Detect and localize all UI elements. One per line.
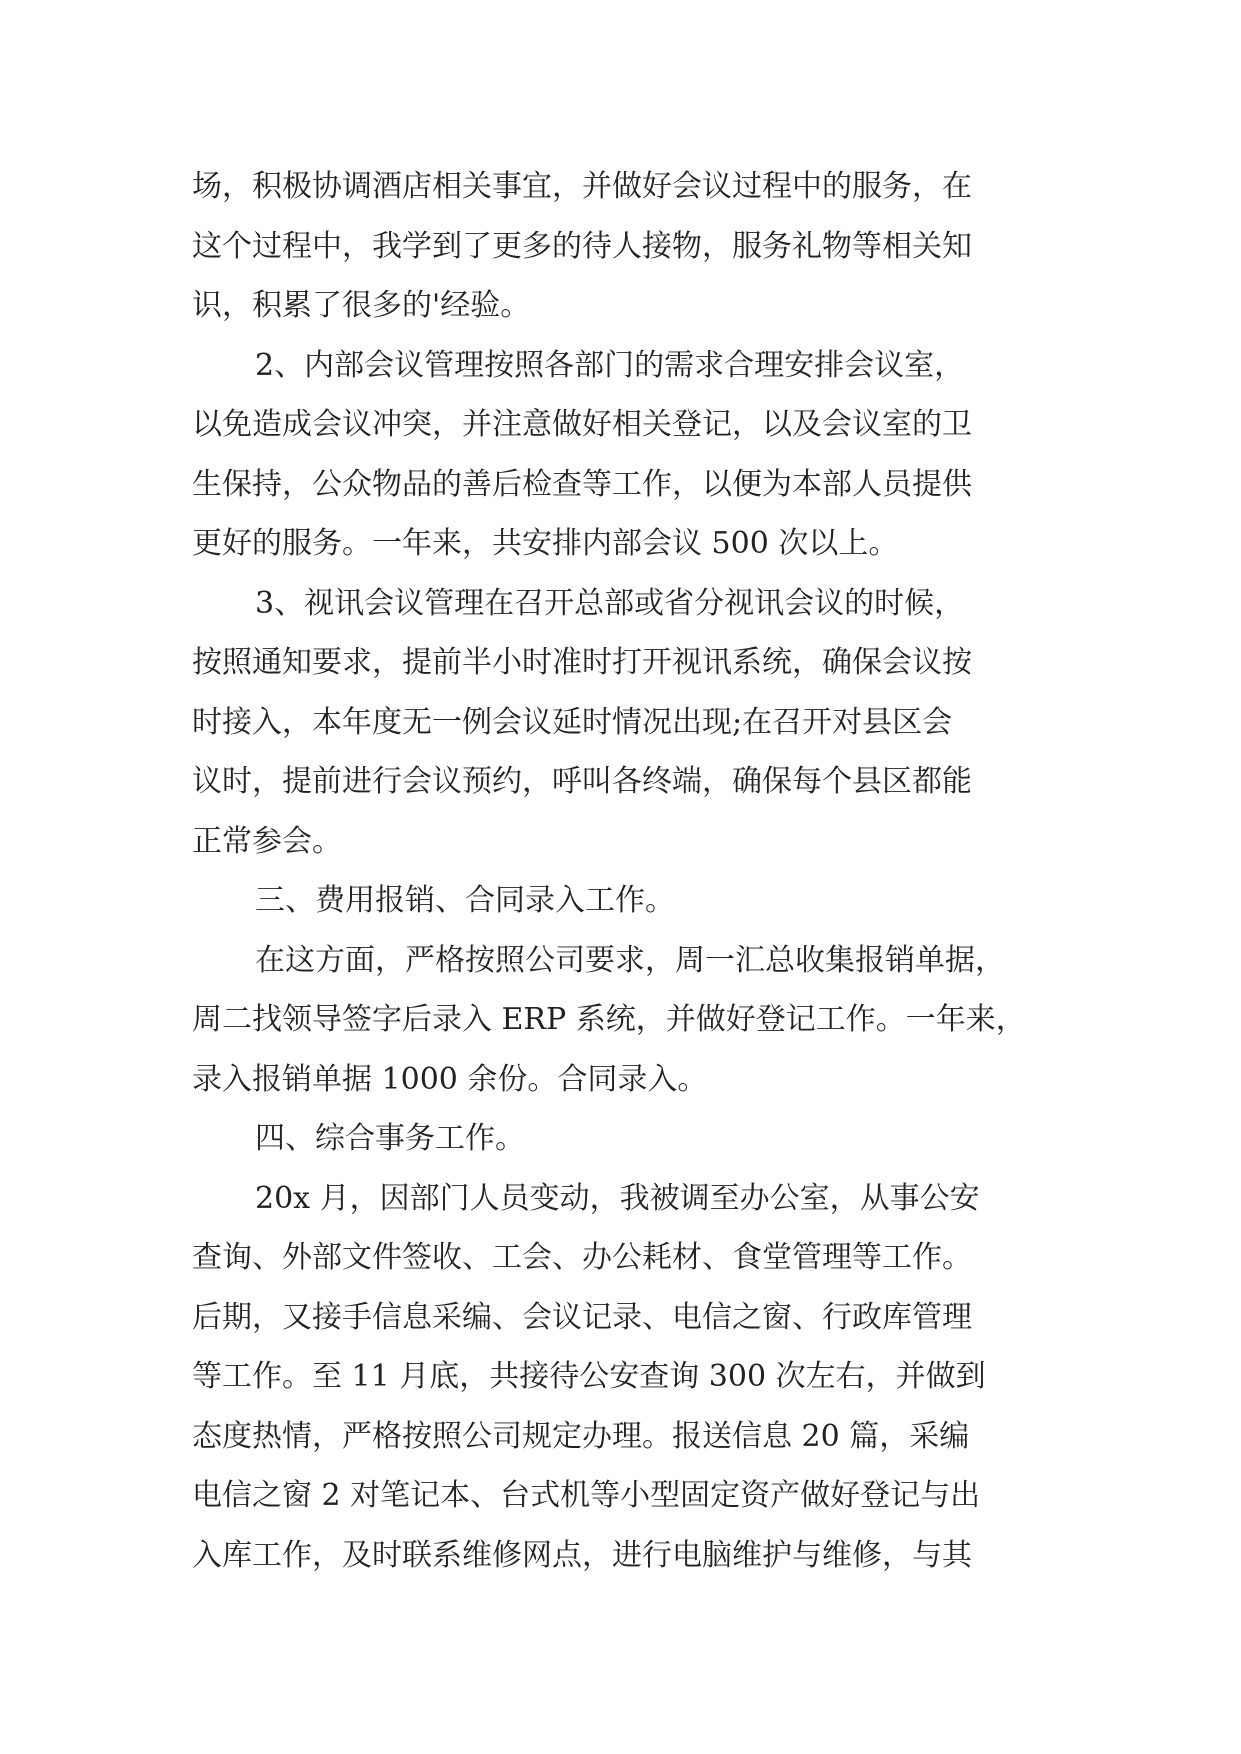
text-line: 查询、外部文件签收、工会、办公耗材、食堂管理等工作。 — [192, 1240, 972, 1275]
section-heading: 三、费用报销、合同录入工作。 — [255, 883, 675, 918]
text-line: 在这方面，严格按照公司要求，周一汇总收集报销单据， — [255, 942, 1005, 978]
text-line: 正常参会。 — [192, 823, 342, 859]
text-line: 按照通知要求，提前半小时准时打开视讯系统，确保会议按 — [192, 645, 972, 680]
text-line: 20x 月，因部门人员变动，我被调至办公室，从事公安 — [255, 1180, 980, 1216]
text-line: 这个过程中，我学到了更多的待人接物，服务礼物等相关知 — [192, 228, 972, 264]
text-line: 识，积累了很多的'经验。 — [192, 288, 531, 323]
text-line: 生保持，公众物品的善后检查等工作，以便为本部人员提供 — [192, 466, 972, 502]
text-line: 场，积极协调酒店相关事宜，并做好会议过程中的服务，在 — [192, 169, 972, 204]
text-line: 时接入，本年度无一例会议延时情况出现;在召开对县区会 — [192, 704, 953, 740]
text-line: 2、内部会议管理按照各部门的需求合理安排会议室， — [255, 347, 965, 383]
text-line: 录入报销单据 1000 余份。合同录入。 — [192, 1061, 708, 1097]
text-line: 电信之窗 2 对笔记本、台式机等小型固定资产做好登记与出 — [192, 1478, 981, 1513]
text-line: 后期，又接手信息采编、会议记录、电信之窗、行政库管理 — [192, 1299, 972, 1335]
text-line: 入库工作，及时联系维修网点，进行电脑维护与维修，与其 — [192, 1537, 972, 1573]
document-body — [192, 157, 1062, 1585]
section-heading: 四、综合事务工作。 — [255, 1121, 525, 1156]
text-line: 态度热情，严格按照公司规定办理。报送信息 20 篇，采编 — [192, 1418, 970, 1454]
text-line: 议时，提前进行会议预约，呼叫各终端，确保每个县区都能 — [192, 764, 972, 799]
text-line: 等工作。至 11 月底，共接待公安查询 300 次左右，并做到 — [192, 1359, 986, 1394]
text-line: 周二找领导签字后录入 ERP 系统，并做好登记工作。一年来， — [192, 1002, 1026, 1037]
text-line: 3、视讯会议管理在召开总部或省分视讯会议的时候， — [255, 585, 965, 621]
text-line: 以免造成会议冲突，并注意做好相关登记，以及会议室的卫 — [192, 407, 972, 442]
text-line: 更好的服务。一年来，共安排内部会议 500 次以上。 — [192, 526, 899, 561]
